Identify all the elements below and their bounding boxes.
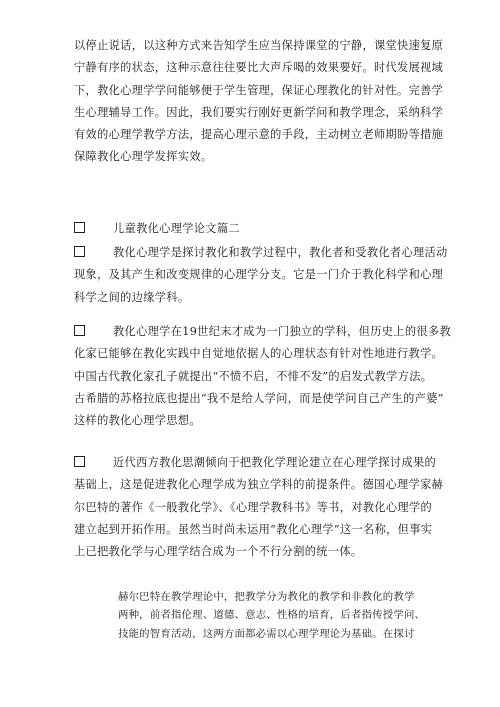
text-line bbox=[74, 452, 437, 474]
text-line: 现象，及其产生和改变规律的心理学分支。它是一门介于教化科学和心理 bbox=[74, 268, 444, 282]
text-line: 以停止说话，以这种方式来告知学生应当保持课堂的宁静，课堂快速复原 bbox=[74, 39, 444, 52]
paragraph-3 bbox=[74, 321, 451, 432]
checkbox-square-icon bbox=[74, 456, 85, 467]
text-line: 技能的智育活动，这两方面都必需以心理学理论为基础。在探讨 bbox=[118, 627, 415, 640]
text-line-content: 教化心理学在19世纪末才成为一门独立的学科，但历史上的很多教 bbox=[113, 325, 451, 338]
text-line: 科学之间的边缘学科。 bbox=[74, 290, 190, 304]
text-line: 下，教化心理学学问能够便于学生管理，保证心理教化的针对性。完善学 bbox=[74, 83, 444, 97]
block-quote bbox=[118, 588, 438, 643]
text-line: 中国古代教化家孔子就提出“不愤不启，不悱不发”的启发式教学方法。 bbox=[74, 369, 433, 383]
checkbox-square-icon bbox=[74, 246, 85, 257]
paragraph-4 bbox=[74, 452, 444, 563]
text-line: 基础上，这是促进教化心理学成为独立学科的前提条件。德国心理学家赫 bbox=[74, 478, 444, 492]
paragraph-1 bbox=[74, 35, 444, 169]
text-line: 保障教化心理学发挥实效。 bbox=[74, 150, 213, 164]
text-line: 这样的教化心理学思想。 bbox=[74, 414, 201, 428]
text-line: 宁静有序的状态，这种示意往往要比大声斥喝的效果要好。时代发展视域 bbox=[74, 61, 444, 75]
text-line bbox=[74, 321, 451, 343]
text-line bbox=[74, 242, 448, 264]
text-line: 赫尔巴特在教学理论中，把教学分为教化的教学和非教化的教学 bbox=[118, 591, 415, 603]
checkbox-square-icon bbox=[74, 222, 85, 233]
text-line: 化家已能够在教化实践中自觉地依据人的心理状态有针对性地进行教学。 bbox=[74, 347, 444, 361]
checkbox-square-icon bbox=[74, 325, 85, 336]
text-line: 古希腊的苏格拉底也提出“我不是给人学问，而是使学问自己产生的产婆” bbox=[74, 391, 444, 405]
text-line: 尔巴特的著作《一般教化学》、《心理学教科书》等书，对教化心理学的 bbox=[74, 500, 433, 514]
paragraph-2 bbox=[74, 242, 448, 309]
text-line: 两种，前者指伦理、道德、意志、性格的培育，后者指传授学问、 bbox=[118, 609, 426, 622]
text-line-content: 教化心理学是探讨教化和教学过程中，教化者和受教化者心理活动 bbox=[113, 246, 448, 259]
section-heading-text: 儿童教化心理学论文篇二 bbox=[113, 222, 240, 235]
text-line-content: 近代西方教化思潮倾向于把教化学理论建立在心理学探讨成果的 bbox=[113, 456, 437, 469]
text-line: 生心理辅导工作。因此，我们要实行刚好更新学问和教学理念，采纳科学 bbox=[74, 105, 444, 119]
text-line: 建立起到开拓作用。虽然当时尚未运用“教化心理学”这一名称，但事实 bbox=[74, 522, 433, 536]
section-heading bbox=[74, 220, 240, 236]
text-line: 上已把教化学与心理学结合成为一个不行分割的统一体。 bbox=[74, 545, 363, 559]
text-line: 有效的心理学教学方法，提高心理示意的手段，主动树立老师期盼等措施 bbox=[74, 128, 444, 142]
